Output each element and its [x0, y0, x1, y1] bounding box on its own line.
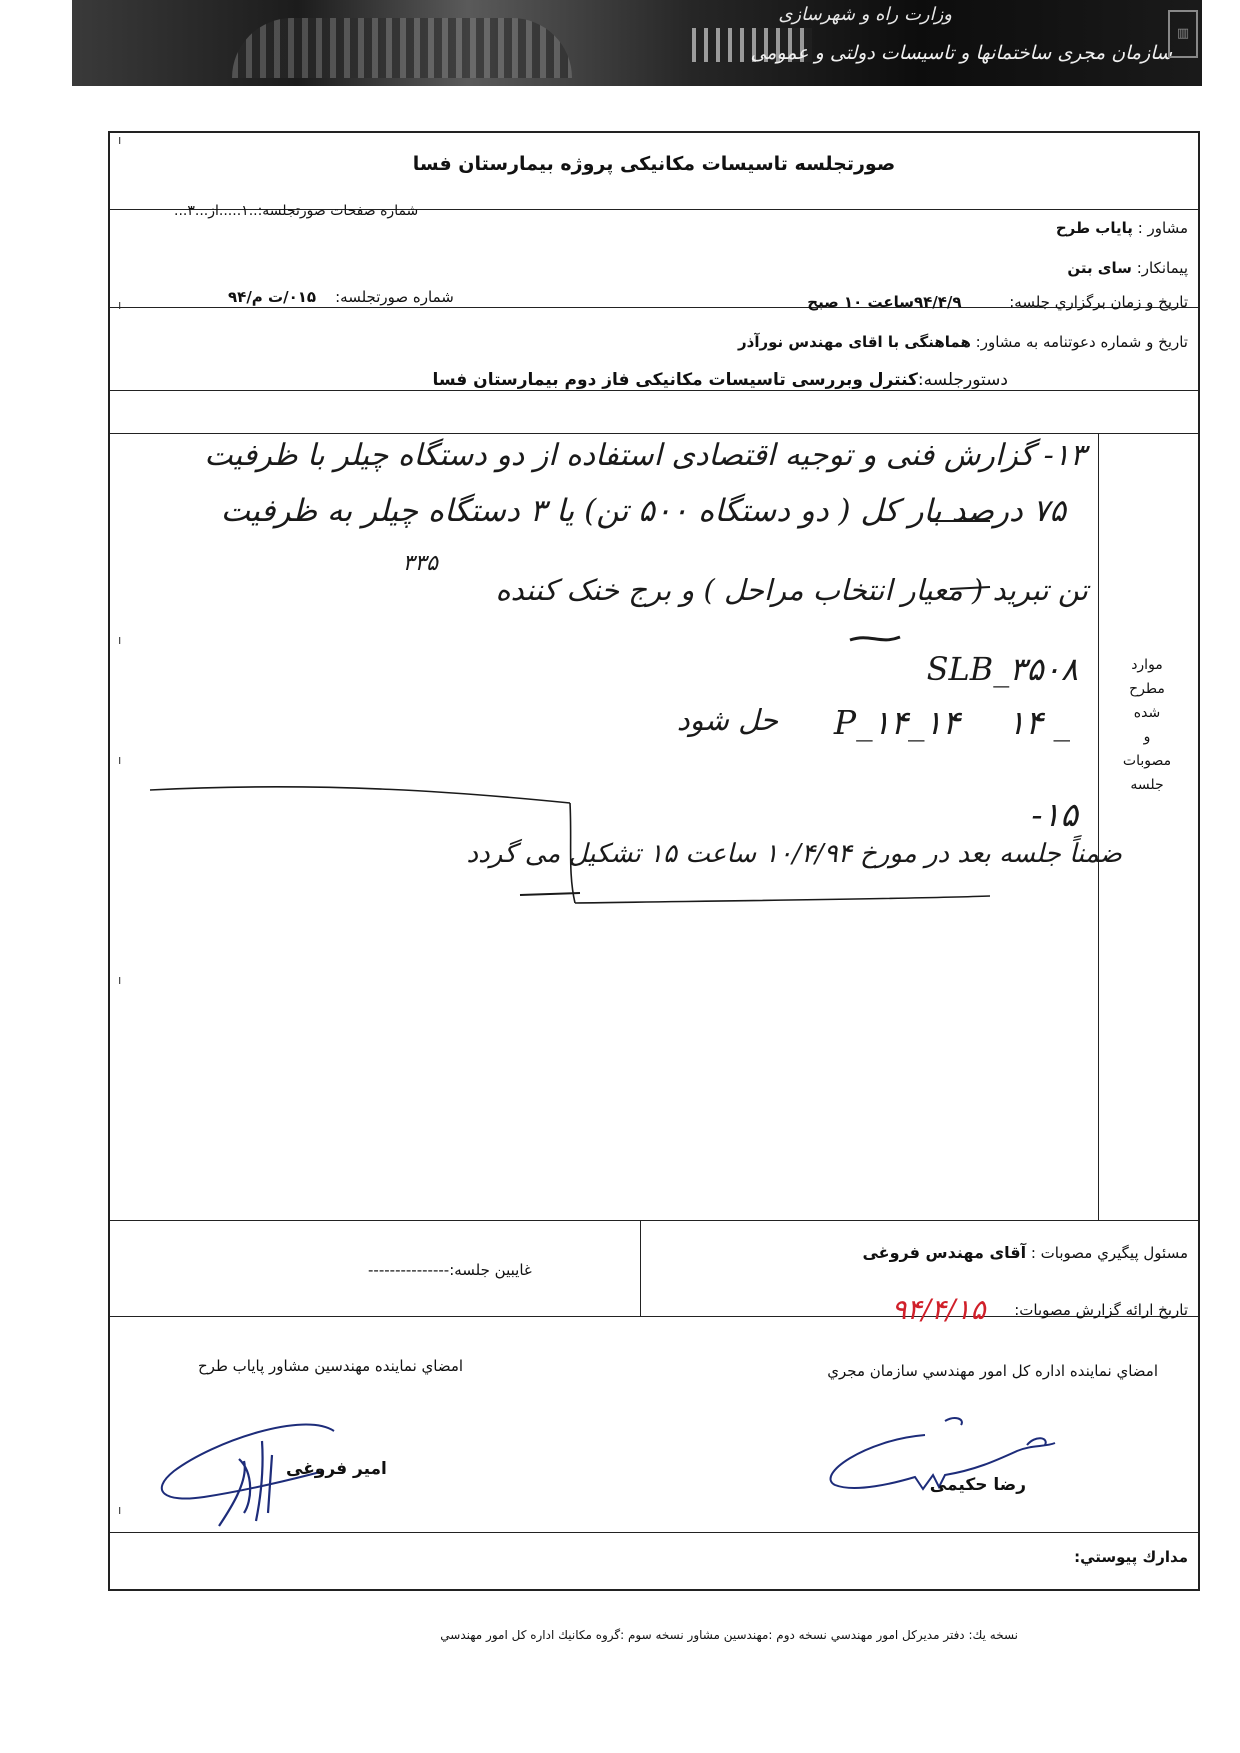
side-label-line: و: [1143, 729, 1151, 745]
consultant-row: [1056, 219, 1188, 237]
consultant-label: مشاور :: [1137, 219, 1188, 237]
page-count: شماره صفحات صورتجلسه:..۱.....از...۳...: [174, 203, 419, 219]
signature-right: [805, 1415, 1085, 1515]
attachments-label: مدارك پيوستي:: [1074, 1548, 1188, 1566]
agenda-label: دستورجلسه:: [917, 370, 1008, 390]
meeting-datetime-label: تاریخ و زمان برگزاري جلسه:: [1009, 293, 1188, 311]
report-date-row: [892, 1293, 1188, 1326]
meeting-datetime-value: ۹۴/۴/۹ساعت ۱۰ صبح: [807, 293, 962, 311]
report-date-label: تاريخ ارائه گزارش مصوبات:: [1014, 1301, 1188, 1319]
ministry-name: وزارت راه و شهرسازی: [778, 4, 952, 25]
handwritten-item13-line1: ۱۳- گزارش فنی و توجیه اقتصادی استفاده از دو دستگاه چیلر با ظرفیت: [204, 438, 1086, 473]
signer-left-name: امیر فروغی: [286, 1459, 387, 1479]
handwritten-item15-num: ۱۵-: [1031, 795, 1078, 834]
copy-distribution: نسخه يك: دفتر مديركل امور مهندسي نسخه دوم :مهندسين مشاور نسخه سوم :گروه مكانيك اداره كل امور مهندسي: [440, 1628, 1018, 1642]
side-label-line: موارد: [1131, 657, 1163, 673]
side-label-line: مطرح: [1129, 681, 1165, 697]
sign-left-label: امضاي نماينده مهندسين مشاور پاياب طرح: [198, 1357, 464, 1375]
responsible-value: آقای مهندس فروغی: [862, 1243, 1027, 1262]
sign-right-label: امضاي نماينده اداره كل امور مهندسي سازمان مجري: [827, 1362, 1158, 1380]
meeting-datetime-row: [807, 293, 1188, 311]
divider: [110, 1220, 1198, 1221]
handwritten-item13-sup: ۳۳۵: [402, 551, 438, 576]
margin-mark: ı: [118, 753, 122, 767]
emblem-icon: ▥: [1168, 10, 1198, 58]
minutes-number-value: ۰۱۵/ت م/۹۴: [228, 288, 317, 306]
margin-mark: ı: [118, 633, 122, 647]
consultant-value: پایاب طرح: [1055, 219, 1133, 237]
contractor-label: پیمانکار:: [1136, 259, 1188, 277]
margin-mark: ı: [118, 298, 122, 312]
side-label-line: مصوبات: [1122, 753, 1172, 769]
minutes-form: [108, 131, 1200, 1591]
margin-mark: ı: [118, 973, 122, 987]
absent-label: غايبين جلسه:: [449, 1261, 532, 1279]
agenda-row: [432, 370, 1008, 390]
organization-name: سازمان مجری ساختمانها و تاسیسات دولتی و عمومی: [750, 42, 1172, 64]
minutes-number-label: شماره صورتجلسه:: [335, 288, 454, 306]
handwritten-item13-line2: ۷۵ درصد بار کل ( دو دستگاه ۵۰۰ تن) یا ۳ دستگاه چیلر به ظرفیت: [220, 493, 1066, 529]
handwritten-item13-line3: تن تبرید ( معیار انتخاب مراحل ) و برج خنک کننده: [495, 573, 1088, 607]
document-title: صورتجلسه تاسیسات مکانیکی پروژه بیمارستان فسا: [412, 153, 896, 175]
absent-value: ---------------: [368, 1261, 450, 1279]
side-label: [1106, 653, 1188, 797]
absent-row: [368, 1261, 532, 1279]
responsible-row: [862, 1243, 1188, 1262]
divider: [110, 390, 1198, 391]
minutes-number-row: [228, 288, 454, 306]
handwritten-item14-code: P_۱۴_۱۴: [833, 703, 960, 742]
report-date-value: ۹۴/۴/۱۵: [891, 1293, 986, 1326]
side-column-divider: [1098, 433, 1099, 1220]
invitation-row: [738, 333, 1188, 351]
responsible-label: مسئول پيگيري مصوبات :: [1030, 1244, 1188, 1262]
contractor-row: [1067, 259, 1188, 277]
agenda-value: کنترل وبررسی تاسیسات مکانیکی فاز دوم بیمارستان فسا: [432, 370, 918, 390]
handwritten-strokes: [110, 433, 1098, 1220]
letterhead-banner: [72, 0, 1202, 86]
absent-column-divider: [640, 1220, 641, 1316]
handwritten-slb-code: SLB_۳۵۰۸: [926, 650, 1078, 688]
persepolis-image: [232, 18, 572, 78]
handwritten-item14-text: حل شود: [676, 703, 778, 737]
invitation-value: هماهنگی با اقای مهندس نورآذر: [738, 333, 971, 351]
contractor-value: سای بتن: [1067, 259, 1132, 277]
margin-mark: ı: [118, 133, 122, 147]
divider: [110, 1532, 1198, 1533]
margin-mark: ı: [118, 1503, 122, 1517]
handwritten-item14-num: ۱۴ _: [1007, 703, 1070, 742]
side-label-line: جلسه: [1130, 777, 1164, 793]
invitation-label: تاریخ و شماره دعوتنامه به مشاور:: [975, 333, 1188, 351]
handwritten-item15-line: ضمناً جلسه بعد در مورخ ۱۰/۴/۹۴ ساعت ۱۵ تشکیل می گردد: [466, 839, 1122, 869]
signer-right-name: رضا حکیمی: [929, 1475, 1026, 1495]
side-label-line: شده: [1133, 705, 1161, 721]
